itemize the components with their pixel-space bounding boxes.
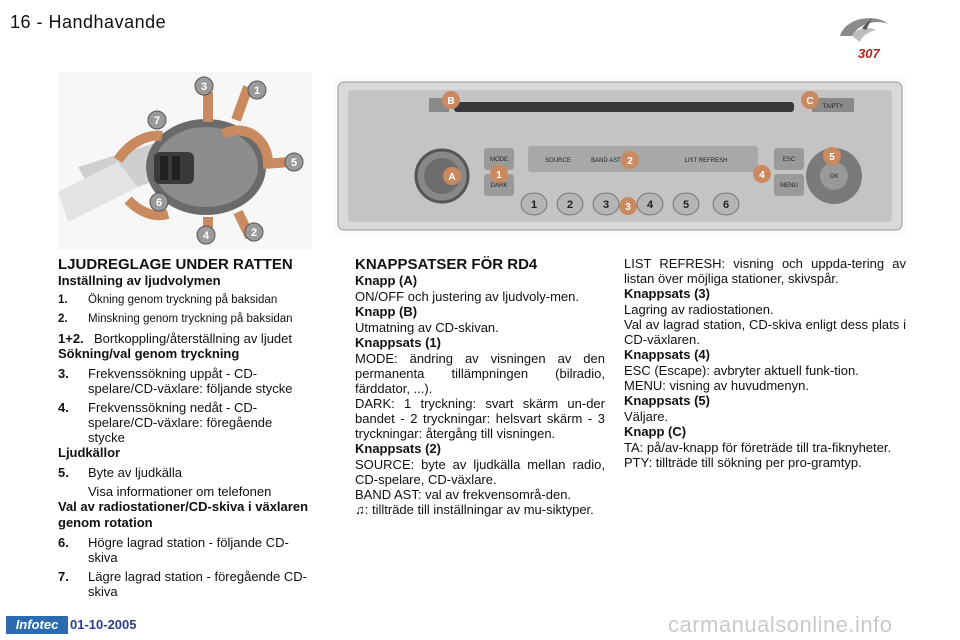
callout-1: 1 [496, 170, 502, 181]
stalk-callout-2: 2 [250, 227, 258, 239]
music-note-icon: ♫ [355, 502, 365, 517]
callout-5: 5 [829, 152, 835, 163]
list-item: Visa informationer om telefonen [88, 484, 272, 499]
logo-text: 307 [858, 46, 880, 61]
list-item: 6. Högre lagrad station - följande CD-skiva [58, 535, 289, 565]
knappsats-5-heading: Knappsats (5) [624, 393, 710, 408]
knappsats-3-text: Lagring av radiostationen. [624, 302, 774, 317]
rd4-keypads-column-2 [624, 256, 906, 470]
footer-date: 01-10-2005 [70, 617, 137, 632]
knapp-c-text: PTY: tillträde till sökning per pro-gramtyp. [624, 455, 862, 470]
list-label: LIST REFRESH [684, 158, 728, 164]
knappsats-3-text: Val av lagrad station, CD-skiva enligt dess plats i CD-växlaren. [624, 317, 906, 347]
list-item: 1+2. Bortkoppling/återställning av ljudet [58, 331, 293, 346]
mode-label: MODE [490, 157, 508, 163]
stalk-callout-4: 4 [202, 230, 210, 242]
knappsats-1-heading: Knappsats (1) [355, 335, 441, 350]
brand-logo [832, 10, 894, 62]
callout-4: 4 [759, 170, 765, 181]
list-item: 3. Frekvenssökning uppåt - CD-spelare/CD-växlare: följande stycke [58, 366, 293, 396]
callout-b: B [447, 96, 455, 107]
stalk-callout-6: 6 [155, 197, 163, 209]
preset-1: 1 [530, 199, 538, 211]
section-heading: KNAPPSATSER FÖR RD4 [355, 256, 538, 273]
infotec-logo: Infotec [6, 616, 68, 634]
stalk-callout-7: 7 [153, 115, 161, 127]
dark-label: DARK [490, 183, 508, 189]
preset-6: 6 [722, 199, 730, 211]
stalk-controls-column [58, 256, 310, 599]
source-label: SOURCE [545, 158, 571, 164]
list-item: 4. Frekvenssökning nedåt - CD-spelare/CD-växlare: föregående stycke [58, 400, 273, 445]
volume-heading: Inställning av ljudvolymen [58, 273, 221, 288]
stalk-callout-5: 5 [290, 157, 298, 169]
list-item: 5. Byte av ljudkälla [58, 465, 182, 480]
list-item: 2. Minskning genom tryckning på baksidan [58, 313, 293, 325]
page-title: 16 - Handhavande [10, 12, 167, 32]
knappsats-1-text: MODE: ändring av visningen av den permanenta tillämpningen (bilradio, färddator, ...). [355, 351, 605, 396]
list-item: 1. Ökning genom tryckning på baksidan [58, 294, 278, 306]
rd4-keypads-column [355, 256, 605, 517]
callout-3: 3 [625, 202, 631, 213]
list-refresh-text: LIST REFRESH: visning och uppda-tering av listan över möjliga stationer, skivspår. [624, 256, 906, 286]
stations-heading: Val av radiostationer/CD-skiva i växlaren genom rotation [58, 499, 309, 530]
callout-2: 2 [627, 156, 633, 167]
knappsats-4-text: MENU: visning av huvudmenyn. [624, 378, 809, 393]
knappsats-2-text: ♫: tillträde till inställningar av mu-siktyper. [355, 502, 594, 517]
steering-stalk-illustration [58, 72, 312, 250]
knappsats-4-heading: Knappsats (4) [624, 347, 710, 362]
band-label: BAND AST [591, 158, 621, 164]
search-heading: Sökning/val genom tryckning [58, 346, 240, 361]
knapp-c-heading: Knapp (C) [624, 424, 687, 439]
knappsats-2-heading: Knappsats (2) [355, 441, 441, 456]
preset-3: 3 [602, 199, 610, 211]
stalk-callout-1: 1 [253, 85, 261, 97]
ta-pty-label: TA/PTY [822, 104, 844, 110]
knappsats-4-text: ESC (Escape): avbryter aktuell funk-tion. [624, 363, 859, 378]
preset-2: 2 [566, 199, 574, 211]
watermark: carmanualsonline.info [668, 612, 893, 637]
esc-label: ESC [782, 157, 796, 163]
knapp-c-text: TA: på/av-knapp för företräde till tra-fiknyheter. [624, 440, 892, 455]
knappsats-2-text: SOURCE: byte av ljudkälla mellan radio, CD-spelare, CD-växlare. [355, 457, 605, 487]
preset-4: 4 [646, 199, 654, 211]
preset-5: 5 [682, 199, 690, 211]
radio-rd4-illustration [334, 76, 906, 236]
menu-label: MENU [780, 183, 798, 189]
knapp-a-heading: Knapp (A) [355, 273, 418, 288]
knapp-b-text: Utmatning av CD-skivan. [355, 320, 499, 335]
list-item: 7. Lägre lagrad station - föregående CD-skiva [58, 569, 307, 599]
knappsats-2-text: BAND AST: val av frekvensområ-den. [355, 487, 572, 502]
ok-label: OK [829, 174, 839, 180]
stalk-callout-3: 3 [200, 81, 208, 93]
knappsats-1-text: DARK: 1 tryckning: svart skärm un-der bandet - 2 tryckningar: helsvart skärm - 3 tryckningar: återgång till visningen. [355, 396, 605, 441]
section-heading: LJUDREGLAGE UNDER RATTEN [58, 256, 293, 273]
callout-c: C [806, 96, 814, 107]
sources-heading: Ljudkällor [58, 445, 121, 460]
callout-a: A [448, 172, 456, 183]
knapp-b-heading: Knapp (B) [355, 304, 418, 319]
knapp-a-text: ON/OFF och justering av ljudvoly-men. [355, 289, 579, 304]
knappsats-3-heading: Knappsats (3) [624, 286, 710, 301]
knappsats-5-text: Väljare. [624, 409, 669, 424]
